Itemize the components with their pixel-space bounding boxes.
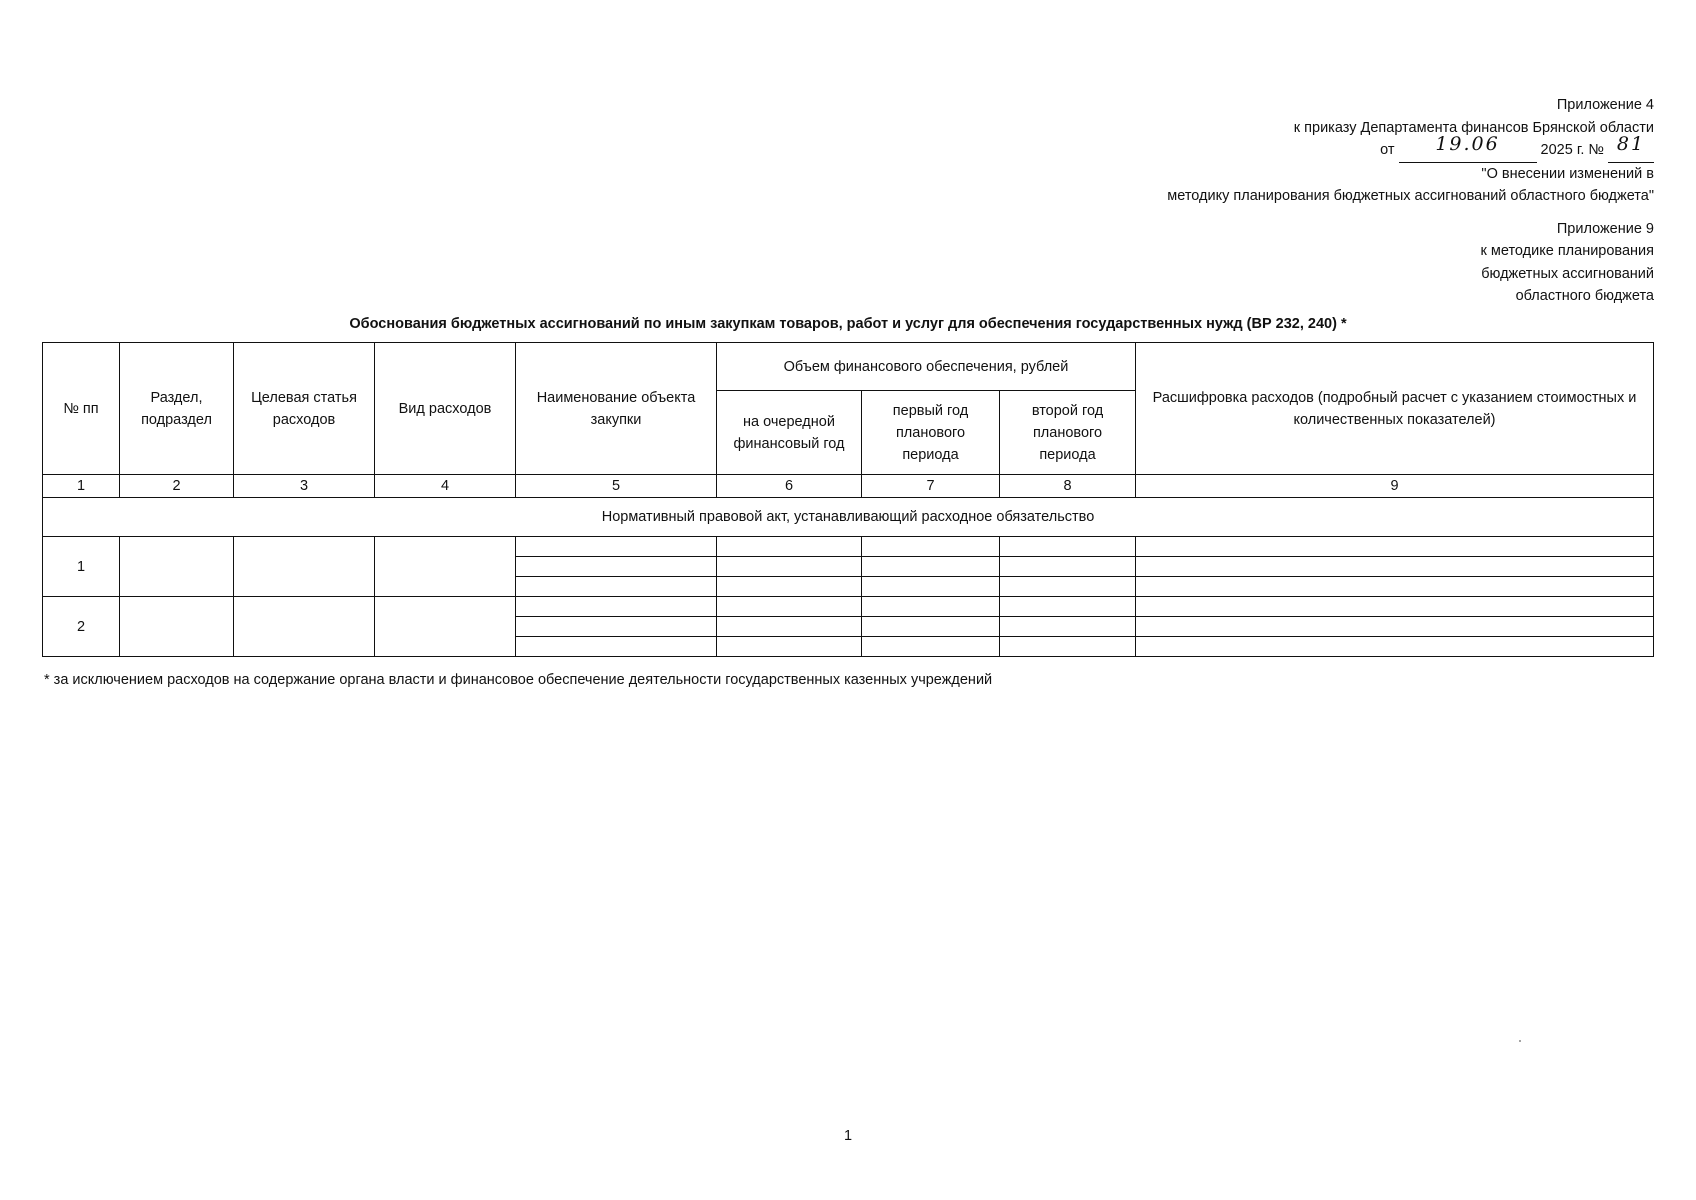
document-title: Обоснования бюджетных ассигнований по иным закупкам товаров, работ и услуг для обеспечения государственных нужд (ВР 232, 240) *: [349, 316, 1347, 332]
column-number: 5: [516, 475, 717, 498]
header-financing-volume: Объем финансового обеспечения, рублей: [717, 343, 1136, 391]
number-field: [1608, 133, 1654, 163]
row-number: 1: [43, 537, 120, 597]
date-field: [1399, 133, 1537, 163]
table-cell: [717, 597, 862, 617]
justification-table: [42, 342, 1654, 657]
table-cell: [717, 557, 862, 577]
header-procurement-object: Наименование объекта закупки: [516, 343, 717, 475]
table-cell: [120, 537, 234, 597]
methodology-line-2: бюджетных ассигнований: [1481, 265, 1654, 282]
table-cell: [862, 557, 1000, 577]
table-cell: [1136, 637, 1654, 657]
table-cell: [1136, 537, 1654, 557]
table-cell: [1000, 557, 1136, 577]
table-cell: [717, 637, 862, 657]
table-cell: [862, 597, 1000, 617]
column-number: 3: [234, 475, 375, 498]
column-number: 9: [1136, 475, 1654, 498]
table-cell: [862, 637, 1000, 657]
column-number-row: [43, 475, 1654, 498]
page-number: 1: [843, 1128, 853, 1144]
year-text: 2025 г. №: [1540, 142, 1604, 158]
header-num: № пп: [43, 343, 120, 475]
table-cell: [717, 537, 862, 557]
table-cell: [1136, 597, 1654, 617]
table-cell: [1000, 617, 1136, 637]
row-number: 2: [43, 597, 120, 657]
methodology-line-3: областного бюджета: [1515, 288, 1654, 304]
document-header: [1167, 94, 1654, 308]
table-cell: [862, 577, 1000, 597]
table-cell: [516, 537, 717, 557]
column-number: 4: [375, 475, 516, 498]
header-first-plan-year: первый год планового периода: [862, 391, 1000, 475]
table-cell: [120, 597, 234, 657]
table-cell: [1000, 537, 1136, 557]
column-number: 7: [862, 475, 1000, 498]
amendment-line-2: методику планирования бюджетных ассигнований областного бюджета": [1167, 188, 1654, 204]
table-cell: [1000, 577, 1136, 597]
column-number: 8: [1000, 475, 1136, 498]
amendment-line-1: "О внесении изменений в: [1481, 165, 1654, 182]
table-cell: [717, 577, 862, 597]
table-cell: [862, 617, 1000, 637]
table-cell: [516, 557, 717, 577]
table-cell: [862, 537, 1000, 557]
header-target-article: Целевая статья расходов: [234, 343, 375, 475]
header-next-year: на очередной финансовый год: [717, 391, 862, 475]
header-second-plan-year: второй год планового периода: [1000, 391, 1136, 475]
table-cell: [234, 537, 375, 597]
table-cell: [375, 537, 516, 597]
annex-4-label: Приложение 4: [1556, 97, 1654, 113]
normative-act-row: Нормативный правовой акт, устанавливающий расходное обязательство: [43, 498, 1654, 537]
order-date-line: [1167, 133, 1654, 163]
table-row: [43, 537, 1654, 557]
handwritten-number: 81: [1616, 133, 1646, 155]
table-cell: [375, 597, 516, 657]
table-cell: [516, 577, 717, 597]
table-cell: [1136, 577, 1654, 597]
order-reference: к приказу Департамента финансов Брянской области: [1293, 119, 1654, 136]
annex-9-label: Приложение 9: [1556, 220, 1654, 237]
table-cell: [1136, 557, 1654, 577]
header-section: Раздел, подраздел: [120, 343, 234, 475]
table-row: [43, 597, 1654, 617]
handwritten-date: 19.06: [1435, 133, 1500, 155]
table-cell: [1136, 617, 1654, 637]
table-cell: [516, 637, 717, 657]
column-number: 1: [43, 475, 120, 498]
scan-speck: [1519, 1040, 1521, 1042]
table-cell: [1000, 637, 1136, 657]
date-prefix: от: [1380, 142, 1395, 158]
header-expense-type: Вид расходов: [375, 343, 516, 475]
table-cell: [234, 597, 375, 657]
table-cell: [516, 597, 717, 617]
column-number: 2: [120, 475, 234, 498]
header-breakdown: Расшифровка расходов (подробный расчет с указанием стоимостных и количественных показателей): [1136, 343, 1654, 475]
table-cell: [516, 617, 717, 637]
methodology-line-1: к методике планирования: [1480, 243, 1654, 259]
column-number: 6: [717, 475, 862, 498]
table-cell: [717, 617, 862, 637]
table-cell: [1000, 597, 1136, 617]
footnote: * за исключением расходов на содержание органа власти и финансовое обеспечение деятельности государственных казенных учреждений: [44, 672, 993, 688]
